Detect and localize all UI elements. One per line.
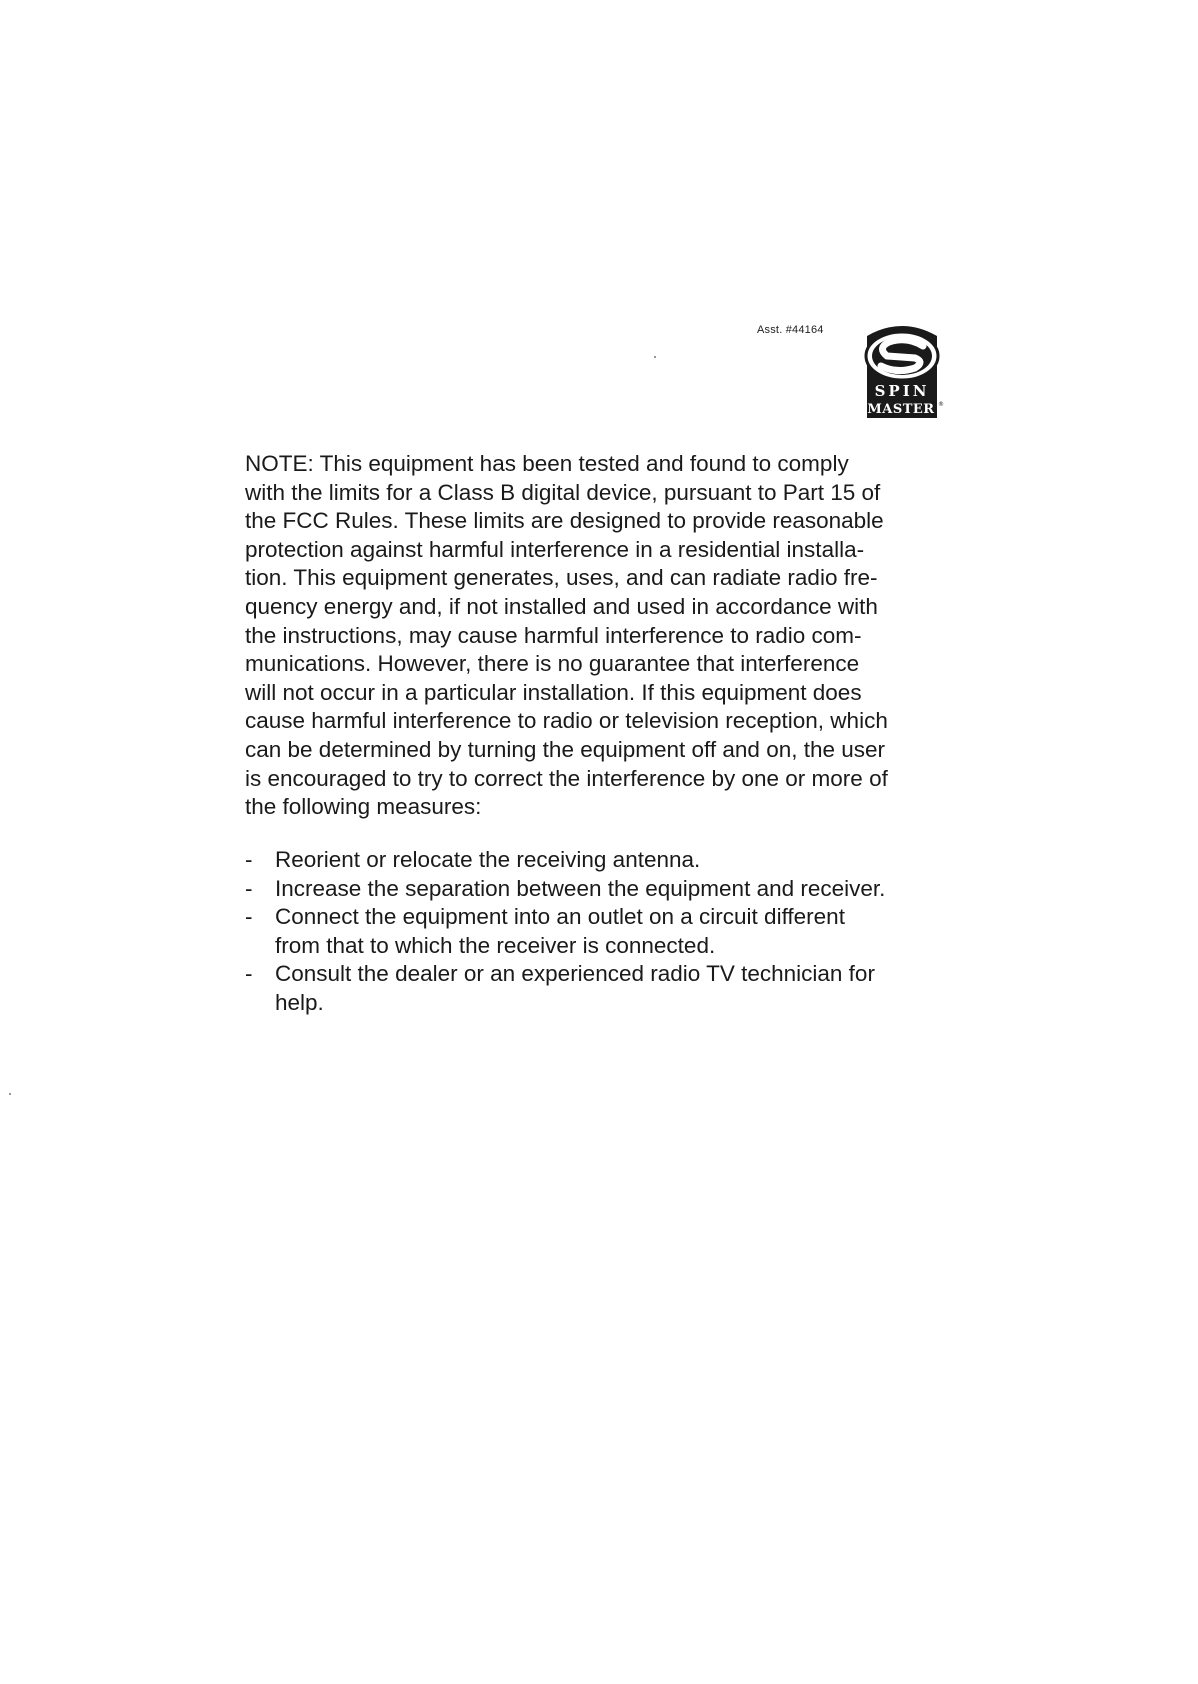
measure-item xyxy=(245,903,965,960)
fcc-notice-paragraph xyxy=(245,450,965,822)
measure-line: Consult the dealer or an experienced radio TV technician for xyxy=(275,961,875,987)
notice-line: will not occur in a particular installation. If this equipment does xyxy=(245,679,862,705)
notice-line: quency energy and, if not installed and used in accordance with xyxy=(245,593,878,619)
asst-number: Asst. #44164 xyxy=(757,324,824,336)
measure-item xyxy=(245,960,965,1017)
notice-line: the following measures: xyxy=(245,794,482,820)
logo-trademark: ® xyxy=(938,401,944,408)
notice-line: NOTE: This equipment has been tested and found to comply xyxy=(245,451,849,476)
bullet-dash: - xyxy=(245,904,253,930)
logo-word-master: MASTER xyxy=(867,402,935,417)
measure-line: Increase the separation between the equipment and receiver. xyxy=(275,875,886,901)
notice-line: can be determined by turning the equipment off and on, the user xyxy=(245,736,886,762)
bullet-dash: - xyxy=(245,847,253,872)
measure-item xyxy=(245,846,965,875)
measure-line: help. xyxy=(275,989,324,1015)
measure-line: Reorient or relocate the receiving antenna. xyxy=(275,847,701,872)
notice-line: cause harmful interference to radio or television reception, which xyxy=(245,708,888,734)
measures-list xyxy=(245,846,965,1018)
notice-line: is encouraged to try to correct the interference by one or more of xyxy=(245,765,888,791)
bullet-dash: - xyxy=(245,875,253,901)
bullet-dash: - xyxy=(245,961,253,987)
spin-master-logo-icon xyxy=(857,318,947,423)
scan-speck xyxy=(9,1093,11,1095)
scan-speck xyxy=(654,356,656,358)
notice-line: the FCC Rules. These limits are designed to provide reasonable xyxy=(245,508,884,534)
notice-line: tion. This equipment generates, uses, and can radiate radio fre- xyxy=(245,565,878,591)
notice-line: the instructions, may cause harmful interference to radio com- xyxy=(245,622,862,648)
notice-line: munications. However, there is no guarantee that interference xyxy=(245,651,860,677)
measure-line: from that to which the receiver is connected. xyxy=(275,932,716,958)
notice-line: with the limits for a Class B digital device, pursuant to Part 15 of xyxy=(245,479,881,505)
measure-line: Connect the equipment into an outlet on a circuit different xyxy=(275,904,845,930)
logo-word-spin: SPIN xyxy=(874,382,930,400)
measure-item xyxy=(245,875,965,904)
notice-line: protection against harmful interference in a residential installa- xyxy=(245,536,865,562)
